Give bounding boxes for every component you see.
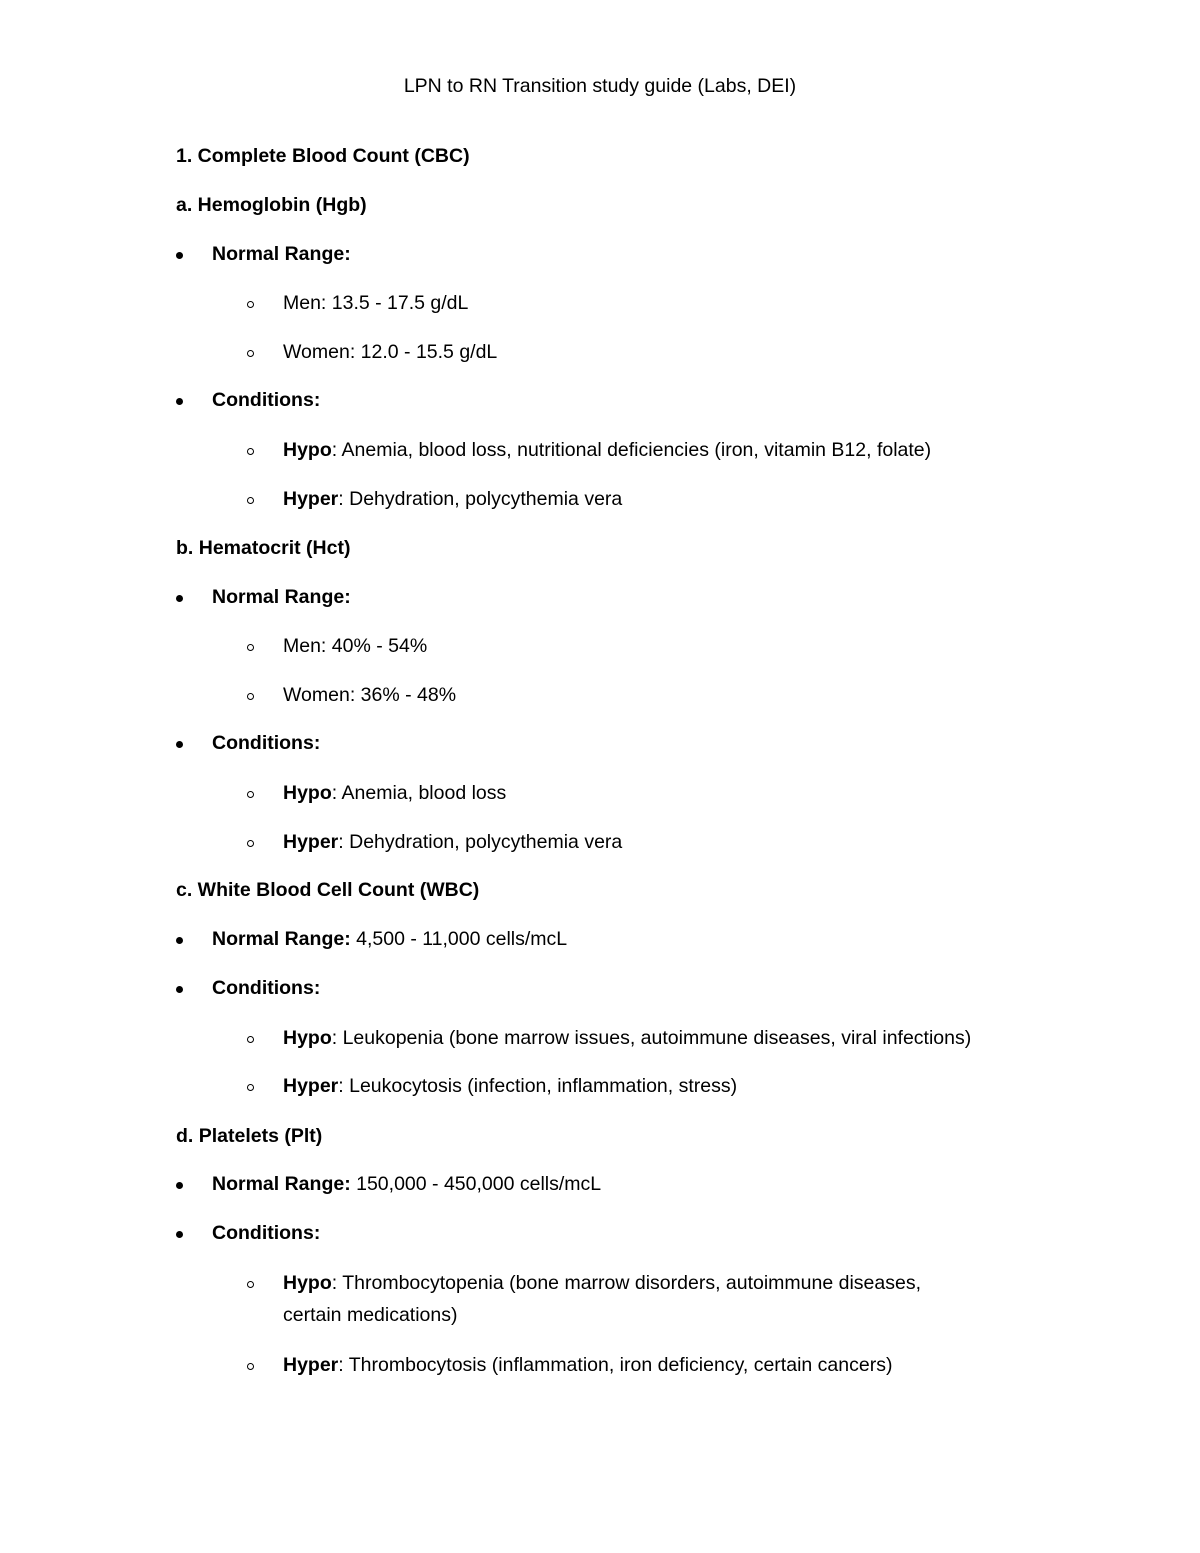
sub-bullet-icon <box>247 1363 254 1370</box>
hypo-text: : Anemia, blood loss, nutritional deficiencies (iron, vitamin B12, folate) <box>331 439 932 461</box>
sub-bullet-icon <box>247 644 254 651</box>
bullet-dot-icon <box>176 1182 183 1189</box>
hct-range-women: Women: 36% - 48% <box>283 684 457 706</box>
wbc-range <box>212 927 567 951</box>
hct-range-men: Men: 40% - 54% <box>283 635 428 657</box>
hyper-text: : Dehydration, polycythemia vera <box>338 488 623 510</box>
hct-conditions-label: Conditions: <box>212 732 321 754</box>
heading-hematocrit: b. Hematocrit (Hct) <box>176 537 351 559</box>
plt-range <box>212 1172 601 1196</box>
sub-bullet-icon <box>247 350 254 357</box>
bullet-dot-icon <box>176 937 183 944</box>
heading-platelets: d. Platelets (Plt) <box>176 1125 323 1147</box>
hypo-text: : Thrombocytopenia (bone marrow disorders, autoimmune diseases, <box>331 1272 922 1294</box>
range-value: 150,000 - 450,000 cells/mcL <box>350 1173 602 1195</box>
document-title: LPN to RN Transition study guide (Labs, DEI) <box>403 75 797 97</box>
plt-hyper <box>283 1353 892 1377</box>
sub-bullet-icon <box>247 301 254 308</box>
heading-hemoglobin: a. Hemoglobin (Hgb) <box>176 194 367 216</box>
hgb-conditions-label: Conditions: <box>212 389 321 411</box>
sub-bullet-icon <box>247 840 254 847</box>
hct-hyper <box>283 830 622 854</box>
sub-bullet-icon <box>247 448 254 455</box>
hypo-label: Hypo <box>283 439 332 461</box>
sub-bullet-icon <box>247 497 254 504</box>
heading-wbc: c. White Blood Cell Count (WBC) <box>176 879 480 901</box>
hyper-text: : Thrombocytosis (inflammation, iron deficiency, certain cancers) <box>338 1354 893 1376</box>
plt-conditions-label: Conditions: <box>212 1222 321 1244</box>
hgb-range-women: Women: 12.0 - 15.5 g/dL <box>283 341 498 363</box>
sub-bullet-icon <box>247 1281 254 1288</box>
wbc-conditions-label: Conditions: <box>212 977 321 999</box>
hct-range-label: Normal Range: <box>212 586 351 608</box>
bullet-dot-icon <box>176 1231 183 1238</box>
hypo-text: : Anemia, blood loss <box>331 782 507 804</box>
bullet-dot-icon <box>176 252 183 259</box>
hgb-range-men: Men: 13.5 - 17.5 g/dL <box>283 292 469 314</box>
hypo-label: Hypo <box>283 1272 332 1294</box>
bullet-dot-icon <box>176 986 183 993</box>
hyper-label: Hyper <box>283 1354 339 1376</box>
plt-hypo <box>283 1271 921 1295</box>
hypo-label: Hypo <box>283 782 332 804</box>
hgb-hypo <box>283 438 931 462</box>
sub-bullet-icon <box>247 1084 254 1091</box>
section-heading-cbc: 1. Complete Blood Count (CBC) <box>176 145 470 167</box>
bullet-dot-icon <box>176 741 183 748</box>
wbc-hypo <box>283 1026 971 1050</box>
sub-bullet-icon <box>247 693 254 700</box>
hgb-range-label: Normal Range: <box>212 243 351 265</box>
hct-hypo <box>283 781 506 805</box>
sub-bullet-icon <box>247 1036 254 1043</box>
plt-hypo-continued: certain medications) <box>283 1304 458 1326</box>
hypo-label: Hypo <box>283 1027 332 1049</box>
range-label: Normal Range: <box>212 1173 351 1195</box>
hyper-label: Hyper <box>283 488 339 510</box>
wbc-hyper <box>283 1074 737 1098</box>
range-label: Normal Range: <box>212 928 351 950</box>
bullet-dot-icon <box>176 398 183 405</box>
hyper-label: Hyper <box>283 831 339 853</box>
hyper-text: : Dehydration, polycythemia vera <box>338 831 623 853</box>
range-value: 4,500 - 11,000 cells/mcL <box>350 928 568 950</box>
hyper-text: : Leukocytosis (infection, inflammation, stress) <box>338 1075 738 1097</box>
bullet-dot-icon <box>176 595 183 602</box>
hypo-text: : Leukopenia (bone marrow issues, autoimmune diseases, viral infections) <box>331 1027 972 1049</box>
hgb-hyper <box>283 487 622 511</box>
hyper-label: Hyper <box>283 1075 339 1097</box>
sub-bullet-icon <box>247 791 254 798</box>
